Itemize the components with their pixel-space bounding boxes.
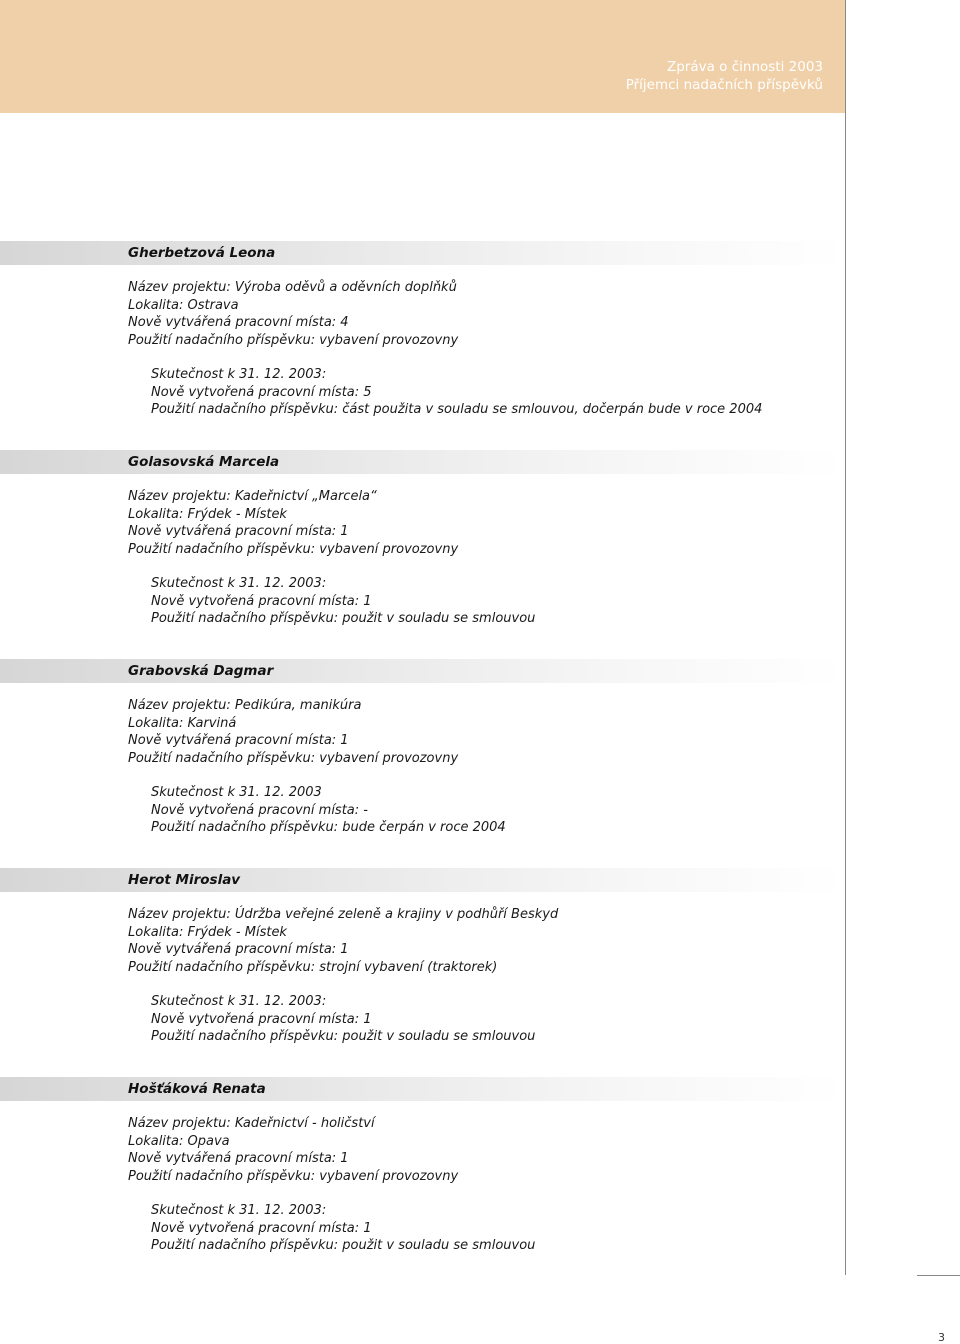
planned-jobs: Nově vytvářená pracovní místa: 1 (128, 942, 349, 957)
planned-jobs: Nově vytvářená pracovní místa: 4 (128, 315, 349, 330)
recipient-entry (0, 241, 845, 450)
actual-usage: Použití nadačního příspěvku: část použita v souladu se smlouvou, dočerpán bude v roce 2004 (151, 402, 763, 417)
header-band (0, 0, 845, 113)
actual-status (151, 993, 845, 1046)
recipient-name: Herot Miroslav (128, 872, 241, 888)
project-location: Lokalita: Frýdek - Místek (128, 506, 287, 522)
project-name: Název projektu: Kadeřnictví - holičství (128, 1116, 375, 1131)
recipient-details (128, 906, 845, 1046)
recipient-details (128, 697, 845, 837)
actual-heading: Skutečnost k 31. 12. 2003 (151, 785, 322, 800)
recipient-name-band (0, 1077, 845, 1101)
actual-heading: Skutečnost k 31. 12. 2003: (151, 576, 327, 591)
report-header (626, 58, 823, 94)
actual-jobs: Nově vytvořená pracovní místa: 1 (151, 1220, 372, 1236)
actual-status (151, 784, 845, 837)
actual-jobs: Nově vytvořená pracovní místa: 1 (151, 1011, 372, 1027)
actual-jobs: Nově vytvořená pracovní místa: 5 (151, 384, 372, 400)
planned-usage: Použití nadačního příspěvku: vybavení provozovny (128, 541, 459, 557)
report-subtitle: Příjemci nadačních příspěvků (625, 77, 823, 93)
page-number: 3 (938, 1331, 945, 1344)
recipient-name-band (0, 241, 845, 265)
actual-status (151, 366, 845, 419)
actual-usage: Použití nadačního příspěvku: použit v souladu se smlouvou (151, 1238, 536, 1253)
actual-jobs: Nově vytvořená pracovní místa: 1 (151, 593, 372, 609)
actual-status (151, 1202, 845, 1255)
project-location: Lokalita: Frýdek - Místek (128, 924, 287, 940)
recipient-name: Hošťáková Renata (128, 1081, 266, 1097)
recipient-name: Grabovská Dagmar (128, 663, 274, 679)
planned-jobs: Nově vytvářená pracovní místa: 1 (128, 1151, 349, 1166)
planned-usage: Použití nadačního příspěvku: vybavení provozovny (128, 1168, 459, 1184)
margin-horizontal-rule (917, 1275, 960, 1276)
recipient-name-band (0, 659, 845, 683)
recipient-name-band (0, 868, 845, 892)
planned-usage: Použití nadačního příspěvku: vybavení provozovny (128, 332, 459, 348)
recipient-name: Golasovská Marcela (128, 454, 280, 470)
recipient-name-band (0, 450, 845, 474)
project-name: Název projektu: Výroba oděvů a oděvních doplňků (128, 280, 457, 295)
recipient-entry (0, 1077, 845, 1286)
planned-usage: Použití nadačního příspěvku: strojní vybavení (traktorek) (128, 959, 498, 975)
planned-jobs: Nově vytvářená pracovní místa: 1 (128, 733, 349, 748)
actual-usage: Použití nadačního příspěvku: použit v souladu se smlouvou (151, 1029, 536, 1044)
project-name: Název projektu: Pedikúra, manikúra (128, 698, 362, 713)
margin-vertical-rule (845, 0, 846, 1275)
project-name: Název projektu: Údržba veřejné zeleně a krajiny v podhůří Beskyd (128, 907, 559, 922)
recipient-details (128, 1115, 845, 1255)
actual-status (151, 575, 845, 628)
recipient-entry (0, 450, 845, 659)
actual-jobs: Nově vytvořená pracovní místa: - (151, 802, 368, 818)
recipient-details (128, 279, 845, 419)
project-name: Název projektu: Kadeřnictví „Marcela“ (128, 489, 377, 504)
planned-usage: Použití nadačního příspěvku: vybavení provozovny (128, 750, 459, 766)
actual-heading: Skutečnost k 31. 12. 2003: (151, 367, 327, 382)
recipient-entry (0, 868, 845, 1077)
project-location: Lokalita: Opava (128, 1133, 230, 1149)
project-location: Lokalita: Karviná (128, 715, 237, 731)
recipient-details (128, 488, 845, 628)
planned-jobs: Nově vytvářená pracovní místa: 1 (128, 524, 349, 539)
recipient-name: Gherbetzová Leona (128, 245, 276, 261)
recipient-entry (0, 659, 845, 868)
actual-usage: Použití nadačního příspěvku: bude čerpán v roce 2004 (151, 820, 506, 835)
project-location: Lokalita: Ostrava (128, 297, 239, 313)
recipients-list (0, 241, 845, 1286)
report-title: Zpráva o činnosti 2003 (666, 59, 823, 75)
actual-heading: Skutečnost k 31. 12. 2003: (151, 1203, 327, 1218)
actual-usage: Použití nadačního příspěvku: použit v souladu se smlouvou (151, 611, 536, 626)
actual-heading: Skutečnost k 31. 12. 2003: (151, 994, 327, 1009)
